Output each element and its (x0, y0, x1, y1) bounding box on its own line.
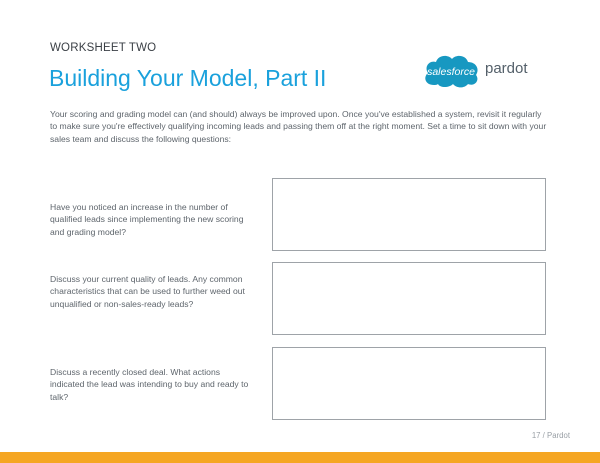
footer-bar (0, 452, 600, 463)
salesforce-pardot-logo (420, 49, 540, 89)
question-2: Discuss your current quality of leads. Any common characteristics that can be used to further weed out unqualified or non-sales-ready leads? (50, 274, 245, 309)
intro-paragraph: Your scoring and grading model can (and should) always be improved upon. Once you've established a system, revisit it regularly to make sure you're effectively qualifying incoming leads and passing them off at the right moment. Set a time to sit down with your sales team and discuss the following questions: (50, 109, 547, 144)
question-3: Discuss a recently closed deal. What actions indicated the lead was intending to buy and ready to talk? (50, 367, 249, 402)
answer-box-2[interactable] (272, 262, 546, 335)
page-number: 17 / Pardot (531, 431, 570, 440)
question-1: Have you noticed an increase in the number of qualified leads since implementing the new scoring and grading model? (50, 202, 244, 237)
worksheet-label: WORKSHEET TWO (50, 42, 157, 54)
answer-box-1[interactable] (272, 178, 546, 251)
salesforce-wordmark: salesforce (427, 66, 475, 78)
pardot-wordmark: pardot (485, 60, 528, 77)
page-title: Building Your Model, Part II (49, 65, 327, 91)
answer-box-3[interactable] (272, 347, 546, 420)
